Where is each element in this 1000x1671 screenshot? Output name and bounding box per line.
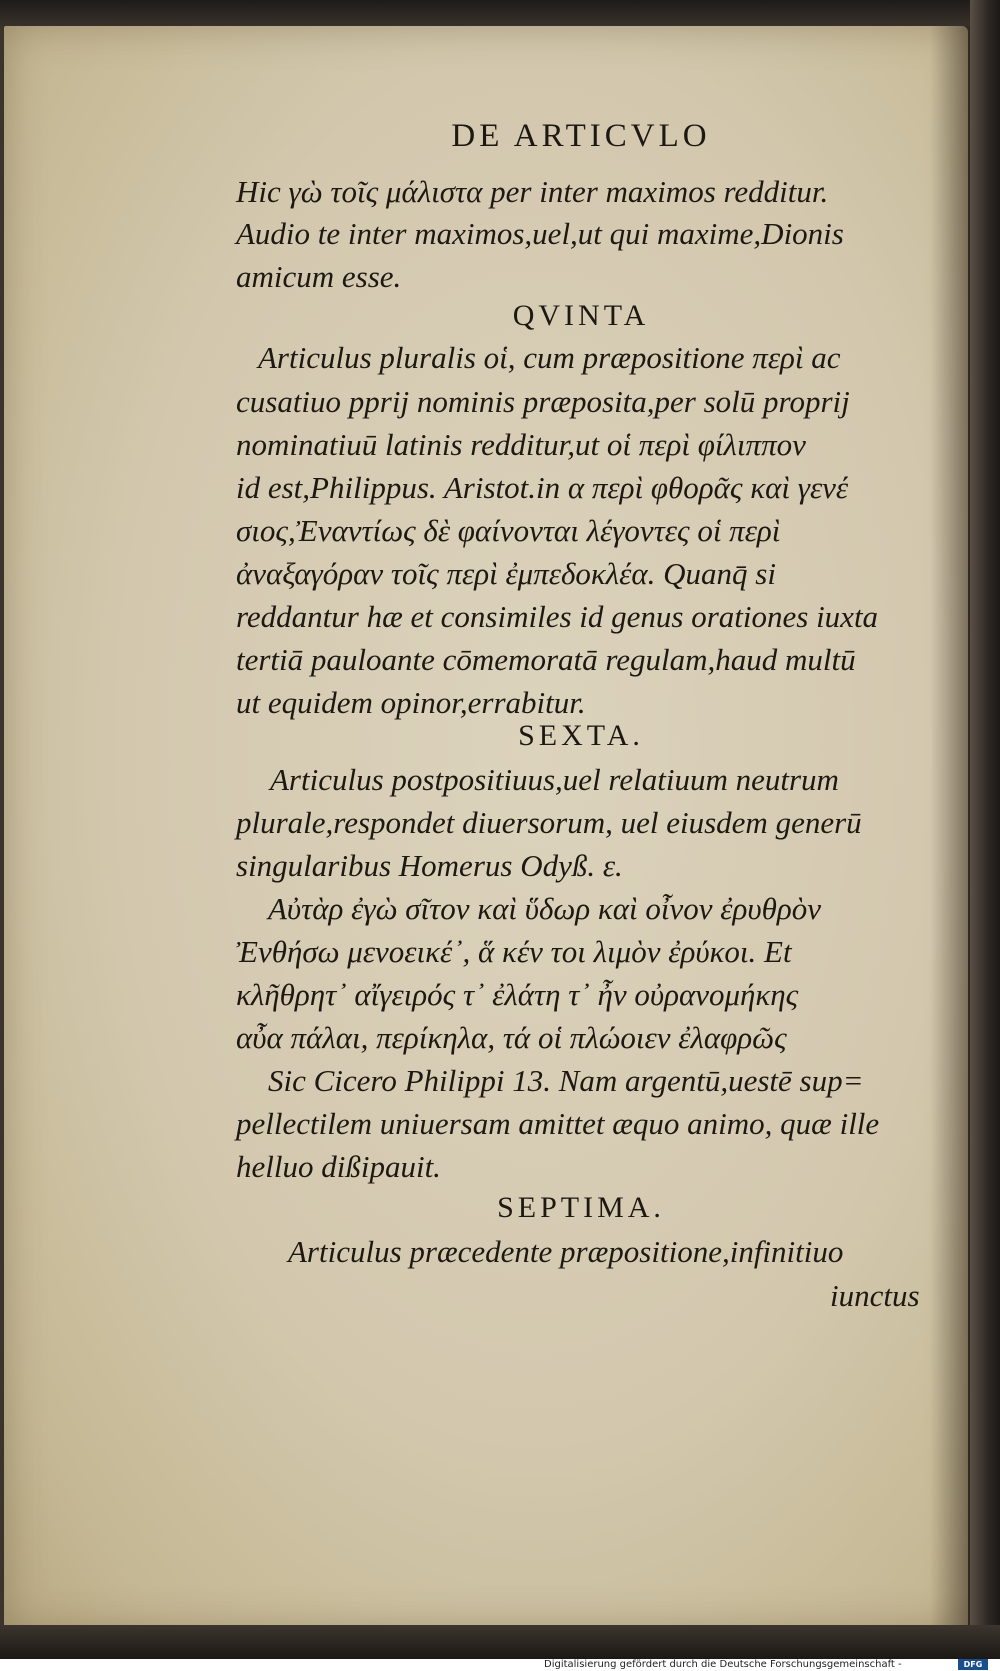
text-line: Sic Cicero Philippi 13. Nam argentū,uestē sup= — [268, 1063, 864, 1098]
section-heading-septima: SEPTIMA. — [497, 1191, 665, 1224]
text-line: plurale,respondet diuersorum, uel eiusdem generū — [236, 805, 862, 840]
text-line: αὖα πάλαι, περίκηλα, τά οἱ πλώοιεν ἐλαφρῶς — [236, 1020, 787, 1055]
text-line: pellectilem uniuersam amittet æquo animo, quæ ille — [236, 1106, 880, 1141]
text-line: Ἐνθήσω μενοεικέ᾽, ἅ κέν τοι λιμὸν ἐρύκοι. Et — [236, 934, 792, 969]
dfg-logo: DFG — [958, 1659, 988, 1670]
text-line: σιος,Ἐναντίως δὲ φαίνονται λέγοντες οἱ περὶ — [236, 513, 781, 548]
text-line: Articulus postpositiuus,uel relatiuum neutrum — [270, 762, 839, 797]
footer-credit: Digitalisierung gefördert durch die Deutsche Forschungsgemeinschaft - — [544, 1659, 902, 1670]
page-gutter-shadow — [930, 26, 970, 1630]
text-line: cusatiuo pprij nominis præposita,per solū proprij — [236, 384, 850, 419]
text-line: amicum esse. — [236, 259, 402, 294]
section-heading-quinta: QVINTA — [512, 299, 650, 332]
text-line: ἀναξαγόραν τοῖς περὶ ἐμπεδοκλέα. Quanq̄ si — [236, 556, 776, 591]
section-heading-sexta: SEXTA. — [518, 719, 644, 752]
text-line: reddantur hæ et consimiles id genus orationes iuxta — [236, 599, 879, 634]
text-line: singularibus Homerus Odyß. ε. — [236, 848, 623, 883]
running-head: DE ARTICVLO — [451, 118, 711, 154]
catchword: iunctus — [830, 1278, 920, 1313]
scan-bottom-edge — [0, 1625, 1000, 1659]
text-line: ut equidem opinor,errabitur. — [236, 685, 586, 720]
text-line: helluo dißipauit. — [236, 1149, 441, 1184]
text-line: Articulus præcedente præpositione,infinitiuo — [288, 1234, 844, 1269]
footer-strip — [0, 1659, 540, 1671]
text-line: nominatiuū latinis redditur,ut οἱ περὶ φίλιππον — [236, 427, 806, 462]
book-spine-edge — [970, 0, 1000, 1660]
text-line: Articulus pluralis οἱ, cum præpositione περὶ ac — [258, 340, 841, 375]
text-line: tertiā pauloante cōmemoratā regulam,haud multū — [236, 642, 856, 677]
text-line: κλῆθρητ᾽ αἴγειρός τ᾽ ἐλάτη τ᾽ ἦν οὐρανομήκης — [236, 977, 799, 1012]
text-line: Αὐτὰρ ἐγὼ σῖτον καὶ ὕδωρ καὶ οἶνον ἐρυθρὸν — [268, 891, 821, 926]
text-line: id est,Philippus. Aristot.in α περὶ φθορᾶς καὶ γενέ — [236, 470, 849, 505]
text-line: Hic γὼ τοῖς μάλιστα per inter maximos redditur. — [236, 174, 829, 209]
text-line: Audio te inter maximos,uel,ut qui maxime,Dionis — [236, 216, 844, 251]
